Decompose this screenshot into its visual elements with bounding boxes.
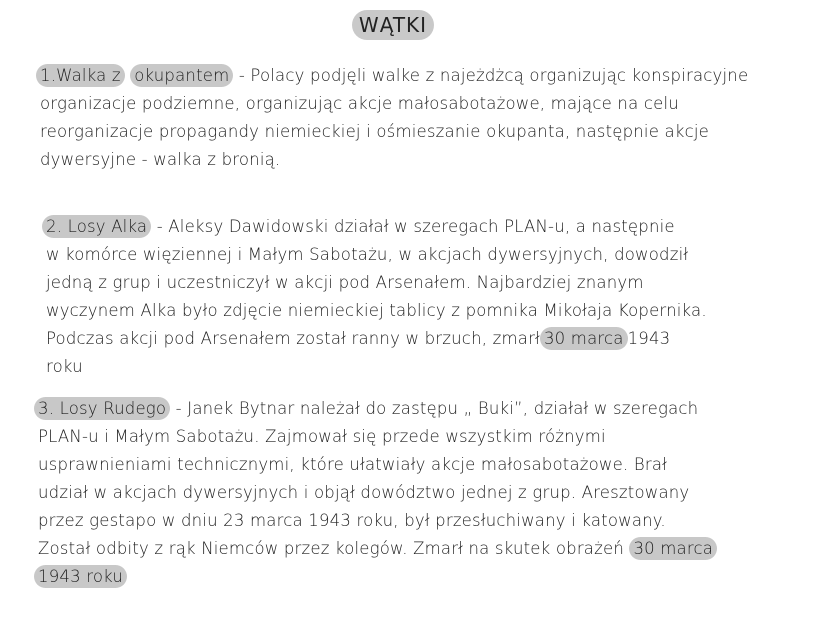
highlight: 30 marca [629,537,717,560]
highlight: 2. Losy Alka [42,215,151,238]
section-1-line-3: reorganizacje propagandy niemieckiej i ośmieszanie okupanta, następnie akcje [40,122,709,141]
section-2-line-2: w komórce więziennej i Małym Sabotażu, w akcjach dywersyjnych, dowodził [46,245,689,264]
section-3-line-4: udział w akcjach dywersyjnych i objął dowództwo jednej z grup. Aresztowany [38,483,690,502]
section-3-line-2: PLAN-u i Małym Sabotażu. Zajmował się przede wszystkim różnymi [38,427,606,446]
highlight: okupantem [130,64,233,87]
section-1-line-1: 1.Walka z okupantem - Polacy podjęli walke z najeżdżcą organizując konspiracyjne [36,62,748,90]
section-3-line-7 [34,563,127,591]
section-2-line-5: Podczas akcji pod Arsenałem został ranny w brzuch, zmarł 30 marca 1943 [46,329,671,348]
section-3-line-3: usprawnieniami technicznymi, które ułatwiały akcje małosabotażowe. Brał [38,455,668,474]
highlight: 30 marca [540,327,628,350]
section-2-line-1: 2. Losy Alka - Aleksy Dawidowski działał w szeregach PLAN-u, a następnie [42,213,675,241]
section-2-line-4: wyczynem Alka było zdjęcie niemieckiej tablicy z pomnika Mikołaja Kopernika. [46,301,707,320]
section-3-line-6: Został odbity z rąk Niemców przez kolegów. Zmarł na skutek obrażeń 30 marca [38,535,717,563]
section-1-line-4: dywersyjne - walka z bronią. [40,150,281,169]
section-3-line-1: 3. Losy Rudego - Janek Bytnar należał do zastępu „ Buki”, działał w szeregach [34,395,698,423]
section-2-line-3: jedną z grup i uczestniczył w akcji pod Arsenałem. Najbardziej znanym [46,273,644,292]
section-3-line-5: przez gestapo w dniu 23 marca 1943 roku, był przesłuchiwany i katowany. [38,511,666,530]
page-title: WĄTKI [352,10,434,40]
highlight: 3. Losy Rudego [34,397,170,420]
section-1-line-2: organizacje podziemne, organizując akcje małosabotażowe, mające na celu [40,94,679,113]
highlight: 1943 roku [34,565,127,588]
section-2-line-6: roku [46,357,83,376]
highlight: 1.Walka z [36,64,125,87]
